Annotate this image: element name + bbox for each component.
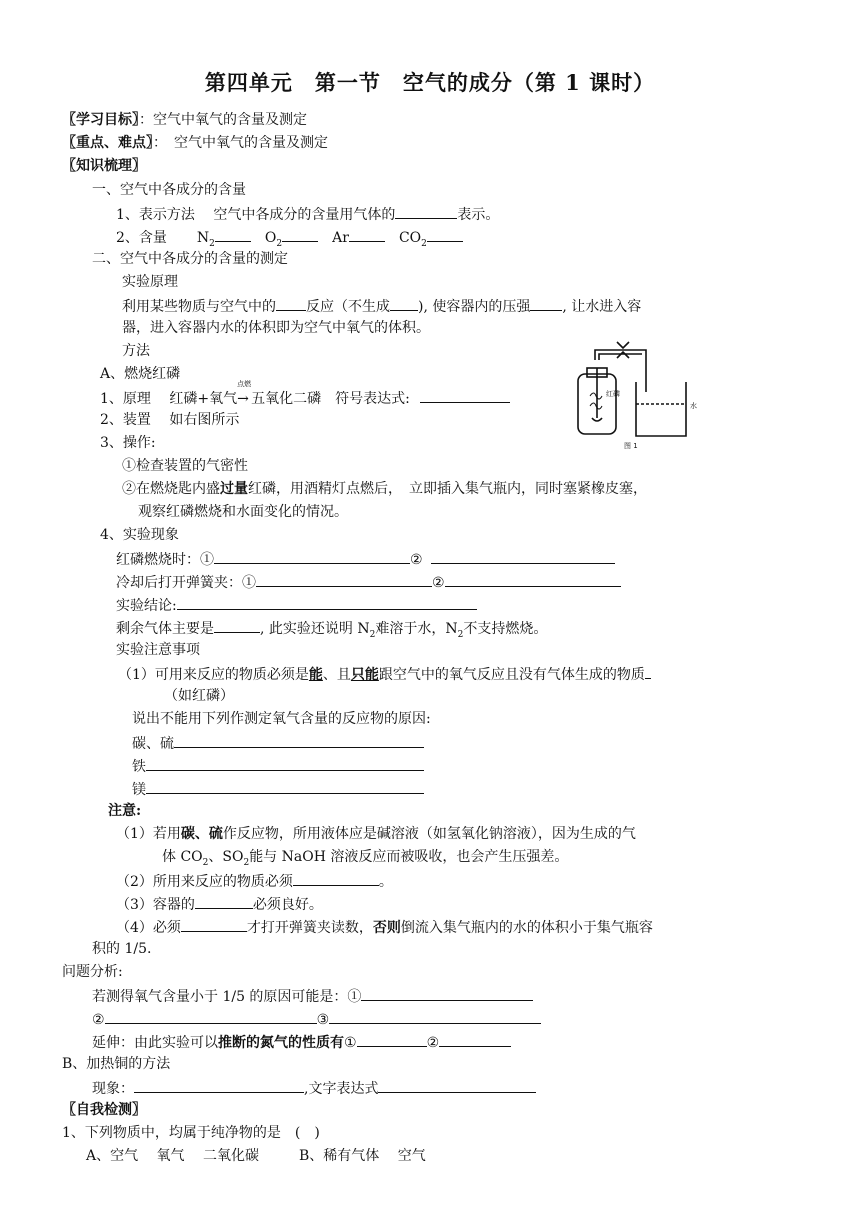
selfcheck-heading: 〖自我检测〗 <box>62 1102 146 1118</box>
notes-label: 实验注意事项 <box>116 642 200 658</box>
method-label: 方法 <box>122 343 150 359</box>
c-s-line: 碳、硫 <box>132 732 424 754</box>
question-1: 1、下列物质中，均属于纯净物的是 ( ) <box>62 1125 320 1141</box>
principle-line2: 器，进入容器内水的体积即为空气中氧气的体积。 <box>122 320 430 336</box>
remaining-line: 剩余气体主要是 , 此实验还说明 $N_2$难溶于水，$N_2$不支持燃烧。 <box>116 617 547 639</box>
principle-label: 实验原理 <box>122 274 178 290</box>
keypoints-line: 〖重点、难点〗： 空气中氧气的含量及测定 <box>62 135 328 151</box>
section-b-heading: B、加热铜的方法 <box>62 1056 171 1072</box>
section-b-observation: 现象： ,文字表达式 <box>92 1077 536 1099</box>
attn4-cont: 积的 1/5. <box>92 941 152 957</box>
question-1-options: A、空气 氧气 二氧化碳 B、稀有气体 空气 <box>86 1148 426 1164</box>
op1: ①检查装置的气密性 <box>122 458 248 474</box>
why-line: 说出不能用下列作测定氧气含量的反应物的原因: <box>132 711 431 727</box>
attn2: （2）所用来反应的物质必须 。 <box>116 870 393 892</box>
extension-line: 延伸：由此实验可以推断的氮气的性质有① ② <box>92 1031 511 1053</box>
analysis-line2: ② ③ <box>92 1008 541 1030</box>
part1-heading: 一、空气中各成分的含量 <box>92 182 246 198</box>
analysis-line1: 若测得氧气含量小于 1/5 的原因可能是：① <box>92 985 533 1007</box>
op2-cont: 观察红磷燃烧和水面变化的情况。 <box>138 504 348 520</box>
part1-item1: 1、表示方法 空气中各成分的含量用气体的 表示。 <box>116 203 499 225</box>
analysis-label: 问题分析: <box>62 964 123 980</box>
attn1: （1）若用碳、硫作反应物，所用液体应是碱溶液（如氢氧化钠溶液），因为生成的气 <box>116 826 636 842</box>
op2: ②在燃烧匙内盛过量红磷，用酒精灯点燃后， 立即插入集气瓶内，同时塞紧橡皮塞， <box>122 481 647 497</box>
a1-principle: 1、原理 红磷+氧气 点燃 → 五氧化二磷 符号表达式: <box>100 387 510 409</box>
conclusion-line: 实验结论: <box>116 594 477 616</box>
apparatus-figure <box>566 336 706 452</box>
figure-caption: 图 1 <box>624 442 638 450</box>
attn4: （4）必须 才打开弹簧夹读数，否则倒流入集气瓶内的水的体积小于集气瓶容 <box>116 916 653 938</box>
a2-apparatus: 2、装置 如右图所示 <box>100 412 240 428</box>
red-phosphorus-label: 红磷 <box>606 390 620 398</box>
a4-phenomena: 4、实验现象 <box>100 527 179 543</box>
fe-line: 铁 <box>132 755 424 777</box>
page-title: 第四单元 第一节 空气的成分（第 1 课时） <box>204 70 656 95</box>
note1-cont: （如红磷） <box>164 688 234 704</box>
cool-line: 冷却后打开弹簧夹：① ② <box>116 571 621 593</box>
principle-line1: 利用某些物质与空气中的 反应（不生成 ), 使容器内的压强 , 让水进入容 <box>122 295 641 317</box>
part1-item2: 2、含量 $N_2$ $O_2$ Ar $CO_2$ <box>116 226 463 248</box>
attn3: （3）容器的 必须良好。 <box>116 893 323 915</box>
note1: （1）可用来反应的物质必须是能、且只能跟空气中的氧气反应且没有气体生成的物质 <box>118 663 651 685</box>
a3-operation: 3、操作: <box>100 435 156 451</box>
attn1-cont: 体 $CO_2$、$SO_2$能与 NaOH 溶液反应而被吸收，也会产生压强差。 <box>162 849 569 868</box>
water-label: 水 <box>690 402 697 410</box>
knowledge-heading: 〖知识梳理〗 <box>62 158 146 174</box>
part2-heading: 二、空气中各成分的含量的测定 <box>92 251 288 267</box>
section-a-heading: A、燃烧红磷 <box>100 366 181 382</box>
burn-line: 红磷燃烧时：① ② <box>116 548 615 570</box>
objective-line: 〖学习目标〗：空气中氧气的含量及测定 <box>62 112 307 128</box>
attention-label: 注意: <box>108 803 142 819</box>
mg-line: 镁 <box>132 778 424 800</box>
